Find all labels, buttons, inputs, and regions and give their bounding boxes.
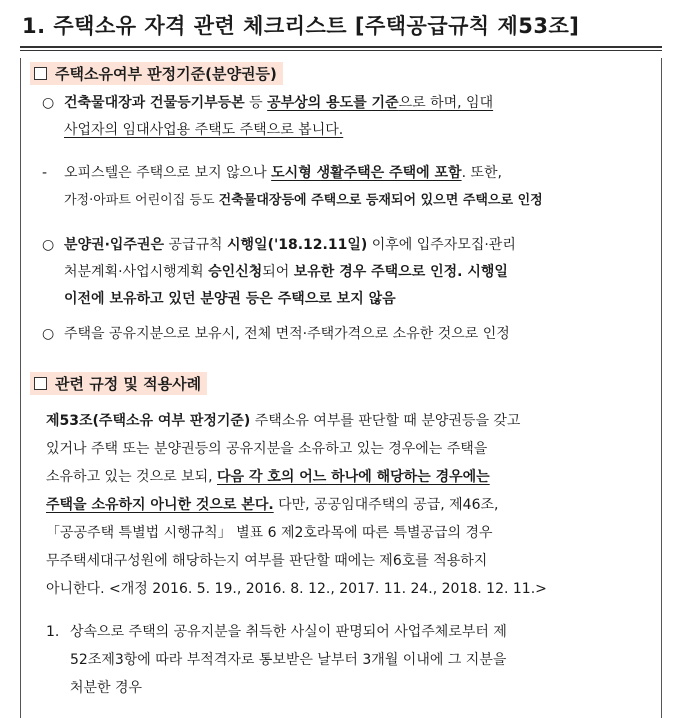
text: 다만, 공공임대주택의 공급, 제46조, [273, 497, 499, 513]
article-title: 제53조(주택소유 여부 판정기준) [46, 413, 251, 429]
bold-text: 건축물대장과 건물등기부등본 [64, 95, 245, 111]
title-rule [20, 46, 662, 48]
underlined-text: 주택을 소유하지 아니한 것으로 본다. [46, 497, 274, 513]
text: 소유하고 있는 것으로 보되, [46, 469, 218, 485]
text: 되어 [262, 264, 294, 280]
bullet-item-presale-rights [42, 232, 516, 313]
text: 주택을 공유지분으로 보유시, 전체 면적·주택가격으로 소유한 것으로 인정 [64, 326, 510, 342]
text: 가정·아파트 어린이집 등도 [64, 193, 219, 208]
section-heading-label: 주택소유여부 판정기준(분양권등) [55, 65, 277, 83]
text: 있거나 주택 또는 분양권등의 공유지분을 소유하고 있는 경우에는 주택을 [46, 441, 488, 457]
text: 「공공주택 특별법 시행규칙」 별표 6 제2호라목에 따른 특별공급의 경우 [46, 525, 493, 541]
checkbox-square-icon [34, 377, 47, 390]
bullet-item-shared-ownership [42, 321, 510, 348]
checkbox-square-icon [34, 67, 47, 80]
bullet-dash-icon: - [42, 165, 48, 181]
bullet-circle-icon: ○ [42, 326, 55, 342]
section-heading-label: 관련 규정 및 적용사례 [55, 375, 202, 393]
bold-text: 보유한 경우 주택으로 인정. 시행일 [293, 264, 508, 280]
text: 52조제3항에 따라 부적격자로 통보받은 날부터 3개월 이내에 그 지분을 [70, 652, 507, 668]
text: 무주택세대구성원에 해당하는지 여부를 판단할 때에는 제6호를 적용하지 [46, 553, 488, 569]
bold-text: 건축물대장등에 주택으로 등재되어 있으면 주택으로 인정 [218, 193, 543, 208]
text: 이후에 입주자모집·관리 [367, 237, 516, 253]
underlined-text: 사업자의 임대사업용 주택도 주택으로 봅니다. [64, 122, 344, 138]
underlined-text: 도시형 생활주택은 주택에 포함 [271, 165, 462, 181]
text: . 또한, [461, 165, 502, 181]
article-item-1 [46, 618, 507, 702]
bold-text: 이전에 보유하고 있던 분양권 등은 주택으로 보지 않음 [64, 291, 396, 307]
text: 오피스텔은 주택으로 보지 않으나 [64, 165, 272, 181]
bullet-circle-icon: ○ [42, 95, 55, 111]
underlined-text: 다음 각 호의 어느 하나에 해당하는 경우에는 [217, 469, 490, 485]
underlined-text: 으로 하며, 임대 [398, 95, 494, 111]
underlined-text: 공부상의 용도를 기준 [267, 95, 399, 111]
text: 아니한다. <개정 2016. 5. 19., 2016. 8. 12., 2017. 11. 24., 2018. 12. 11.> [46, 581, 547, 597]
bold-text: 시행일('18.12.11일) [227, 237, 368, 253]
bullet-item-ledger [42, 90, 493, 144]
bullet-item-officetel [42, 160, 543, 214]
item-number: 1. [46, 624, 60, 640]
bold-text: 분양권·입주권은 [64, 237, 164, 253]
text: 공급규칙 [164, 237, 227, 253]
text: 등 [244, 95, 268, 111]
page-title: 1. 주택소유 자격 관련 체크리스트 [주택공급규칙 제53조] [22, 14, 580, 38]
text: 주택소유 여부를 판단할 때 분양권등을 갖고 [250, 413, 521, 429]
text: 처분계획·사업시행계획 [64, 264, 209, 280]
title-rule-thin [20, 50, 662, 51]
text: 상속으로 주택의 공유지분을 취득한 사실이 판명되어 사업주체로부터 제 [70, 624, 507, 640]
section-heading-regulations [30, 372, 207, 395]
section-heading-criteria [30, 62, 283, 85]
bold-text: 승인신청 [208, 264, 263, 280]
article-53-text [46, 407, 547, 603]
text: 처분한 경우 [70, 680, 143, 696]
bullet-circle-icon: ○ [42, 237, 55, 253]
